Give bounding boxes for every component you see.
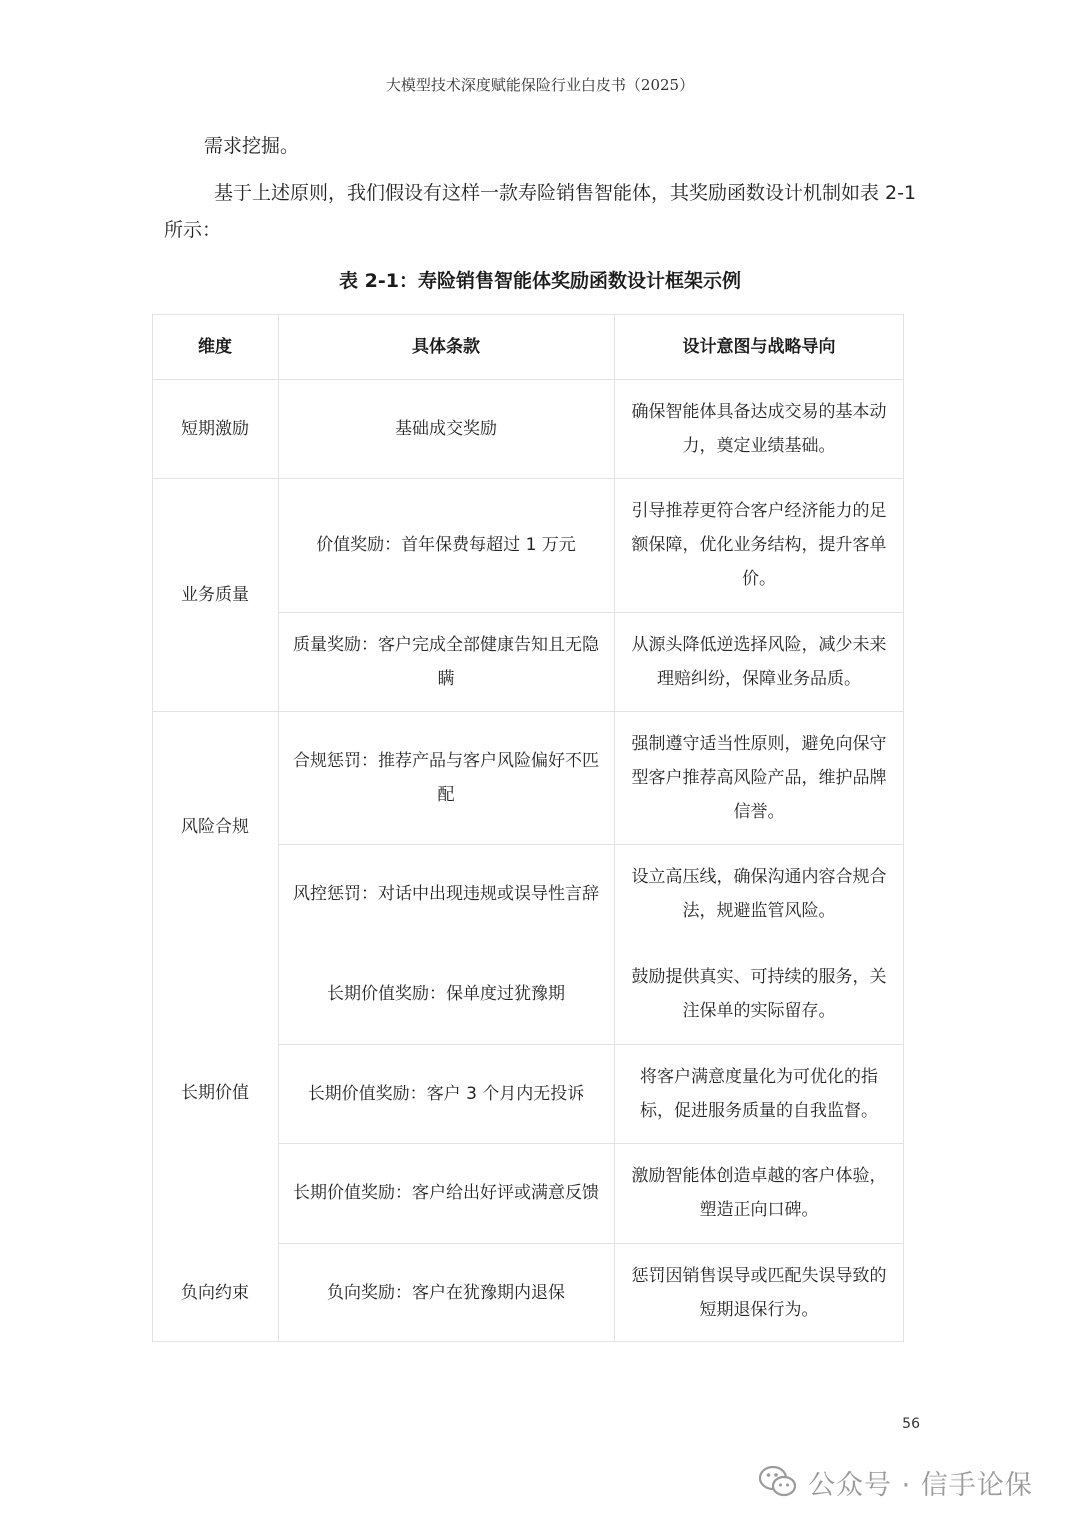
header-intent: 设计意图与战略导向 — [682, 336, 836, 357]
running-header: 大模型技术深度赋能保险行业白皮书（2025） — [385, 76, 695, 94]
paragraph-1: 需求挖掘。 — [204, 135, 300, 157]
watermark-text: 公众号 · 信手论保 — [808, 1469, 1033, 1501]
intent-cell: 确保智能体具备达成交易的基本动力，奠定业绩基础。 — [631, 401, 887, 456]
dimension-negative-constraint: 负向约束 — [181, 1282, 249, 1303]
clause-cell: 长期价值奖励：客户 3 个月内无投诉 — [307, 1083, 585, 1104]
clause-cell: 合规惩罚：推荐产品与客户风险偏好不匹配 — [293, 750, 599, 805]
dimension-long-term-value: 长期价值 — [181, 1083, 249, 1103]
intent-cell: 从源头降低逆选择风险，减少未来理赔纠纷，保障业务品质。 — [631, 634, 887, 689]
page-number: 56 — [902, 1416, 920, 1432]
clause-cell: 长期价值奖励：客户给出好评或满意反馈 — [293, 1183, 599, 1203]
intent-cell: 将客户满意度量化为可优化的指标，促进服务质量的自我监督。 — [640, 1066, 878, 1121]
dimension-business-quality: 业务质量 — [181, 584, 249, 605]
clause-cell: 长期价值奖励：保单度过犹豫期 — [327, 984, 565, 1004]
wechat-icon — [758, 1465, 798, 1499]
clause-cell: 质量奖励：客户完成全部健康告知且无隐瞒 — [293, 634, 599, 689]
intent-cell: 引导推荐更符合客户经济能力的足额保障，优化业务结构，提升客单价。 — [631, 501, 887, 589]
dimension-risk-compliance: 风险合规 — [181, 817, 249, 837]
intent-cell: 设立高压线，确保沟通内容合规合法，规避监管风险。 — [631, 867, 887, 921]
clause-cell: 基础成交奖励 — [395, 418, 497, 439]
clause-cell: 风控惩罚：对话中出现违规或误导性言辞 — [293, 884, 599, 904]
header-dimension: 维度 — [198, 336, 232, 357]
paragraph-2: 基于上述原则，我们假设有这样一款寿险销售智能体，其奖励函数设计机制如表 2-1 所示： — [164, 182, 917, 241]
table-caption: 表 2-1：寿险销售智能体奖励函数设计框架示例 — [339, 270, 741, 292]
reward-design-table — [152, 314, 904, 1342]
clause-cell: 负向奖励：客户在犹豫期内退保 — [327, 1282, 565, 1303]
dimension-short-term: 短期激励 — [181, 418, 249, 439]
intent-cell: 鼓励提供真实、可持续的服务，关注保单的实际留存。 — [631, 967, 887, 1021]
intent-cell: 惩罚因销售误导或匹配失误导致的短期退保行为。 — [631, 1265, 887, 1320]
intent-cell: 强制遵守适当性原则，避免向保守型客户推荐高风险产品，维护品牌信誉。 — [631, 733, 887, 822]
intent-cell: 激励智能体创造卓越的客户体验，塑造正向口碑。 — [631, 1166, 887, 1220]
clause-cell: 价值奖励：首年保费每超过 1 万元 — [316, 535, 576, 555]
header-clause: 具体条款 — [412, 336, 480, 357]
watermark — [758, 1462, 1033, 1502]
